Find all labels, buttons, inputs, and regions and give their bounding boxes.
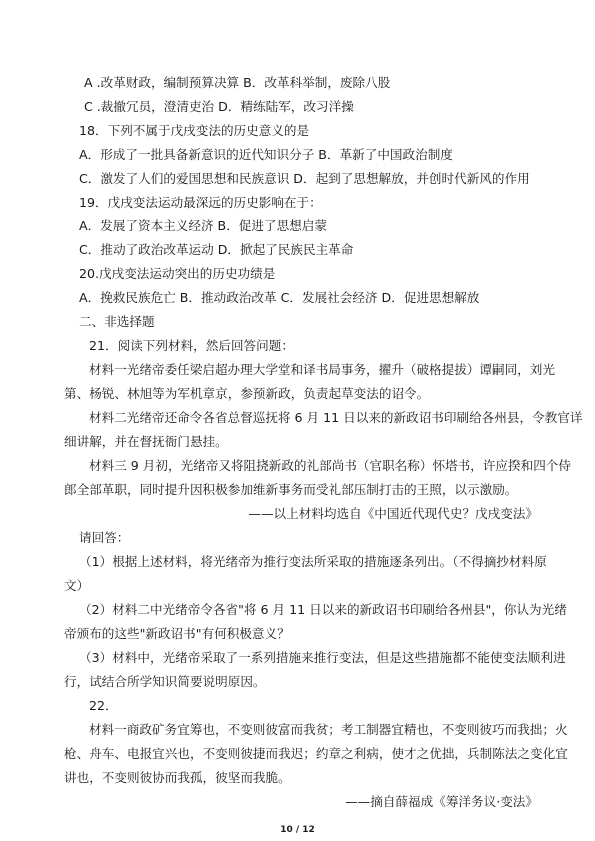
answer-prompt: 请回答： xyxy=(79,530,130,545)
material-text-line: 材料三 9 月初，光绪帝又将阻挠新政的礼部尚书（官职名称）怀塔书，许应揆和四个侍 xyxy=(89,458,571,473)
sub-question-text: 行，试结合所学知识简要说明原因。 xyxy=(64,674,266,689)
page-number: 10 / 12 xyxy=(280,825,315,835)
question-option-line: A .改革财政，编制预算决算 B．改革科举制，废除八股 xyxy=(84,75,391,90)
question-option-line: C .裁撤冗员，澄清吏治 D．精练陆军，改习洋操 xyxy=(84,99,354,114)
material-text-line: 材料一光绪帝委任梁启超办理大学堂和译书局事务，擢升（破格提拔）谭嗣同，刘光 xyxy=(89,362,555,377)
question-18-options-ab: A．形成了一批具备新意识的近代知识分子 B．革新了中国政治制度 xyxy=(79,147,453,162)
material-text-line: 材料一商政矿务宜筹也，不变则彼富而我贫；考工制器宜精也，不变则彼巧而我拙；火 xyxy=(89,722,568,737)
sub-question-text: （3）材料中，光绪帝采取了一系列措施来推行变法，但是这些措施都不能使变法顺利进 xyxy=(79,650,566,665)
question-18-stem: 18．下列不属于戊戌变法的历史意义的是 xyxy=(79,123,310,138)
material-text-line: 郎全部革职，同时提升因积极参加维新事务而受礼部压制打击的王照，以示激励。 xyxy=(64,482,518,497)
sub-question-text: 帝颁布的这些"新政诏书"有何积极意义？ xyxy=(64,626,290,641)
material-source: ——摘自薛福成《筹洋务议·变法》 xyxy=(345,794,538,809)
material-text-line: 枪、舟车、电报宜兴也，不变则彼捷而我迟；约章之利病，使才之优拙，兵制陈法之变化宜 xyxy=(64,746,568,761)
material-text-line: 第、杨锐、林旭等为军机章京，参预新政，负责起草变法的诏令。 xyxy=(64,386,430,401)
sub-question-text: （2）材料二中光绪帝令各省"将 6 月 11 日以来的新政诏书印刷给各州县"，你认为光绪 xyxy=(79,602,567,617)
question-22-number: 22． xyxy=(89,698,118,713)
section-title: 二、非选择题 xyxy=(79,314,155,329)
question-18-options-cd: C．激发了人们的爱国思想和民族意识 D．起到了思想解放，并创时代新风的作用 xyxy=(79,171,530,186)
material-text-line: 细讲解，并在督抚衙门悬挂。 xyxy=(64,434,228,449)
question-20-stem: 20.戊戌变法运动突出的历史功绩是 xyxy=(79,266,276,281)
sub-question-text: 文） xyxy=(64,578,90,593)
question-19-options-cd: C．推动了政治改革运动 D．掀起了民族民主革命 xyxy=(79,242,354,257)
material-text-line: 材料二光绪帝还命令各省总督巡抚将 6 月 11 日以来的新政诏书印刷给各州县，令教官详 xyxy=(89,410,583,425)
question-19-options-ab: A．发展了资本主义经济 B．促进了思想启蒙 xyxy=(79,218,327,233)
material-text-line: 讲也，不变则彼协而我孤，彼坚而我脆。 xyxy=(64,770,291,785)
material-source: ——以上材料均选自《中国近代现代史？戊戌变法》 xyxy=(248,506,538,521)
sub-question-text: （1）根据上述材料，将光绪帝为推行变法所采取的措施逐条列出。（不得摘抄材料原 xyxy=(79,554,547,569)
question-21-stem: 21．阅读下列材料，然后回答问题： xyxy=(89,338,294,353)
question-19-stem: 19．戊戌变法运动最深远的历史影响在于： xyxy=(79,195,322,210)
question-20-options: A．挽救民族危亡 B．推动政治改革 C．发展社会经济 D．促进思想解放 xyxy=(79,290,480,305)
